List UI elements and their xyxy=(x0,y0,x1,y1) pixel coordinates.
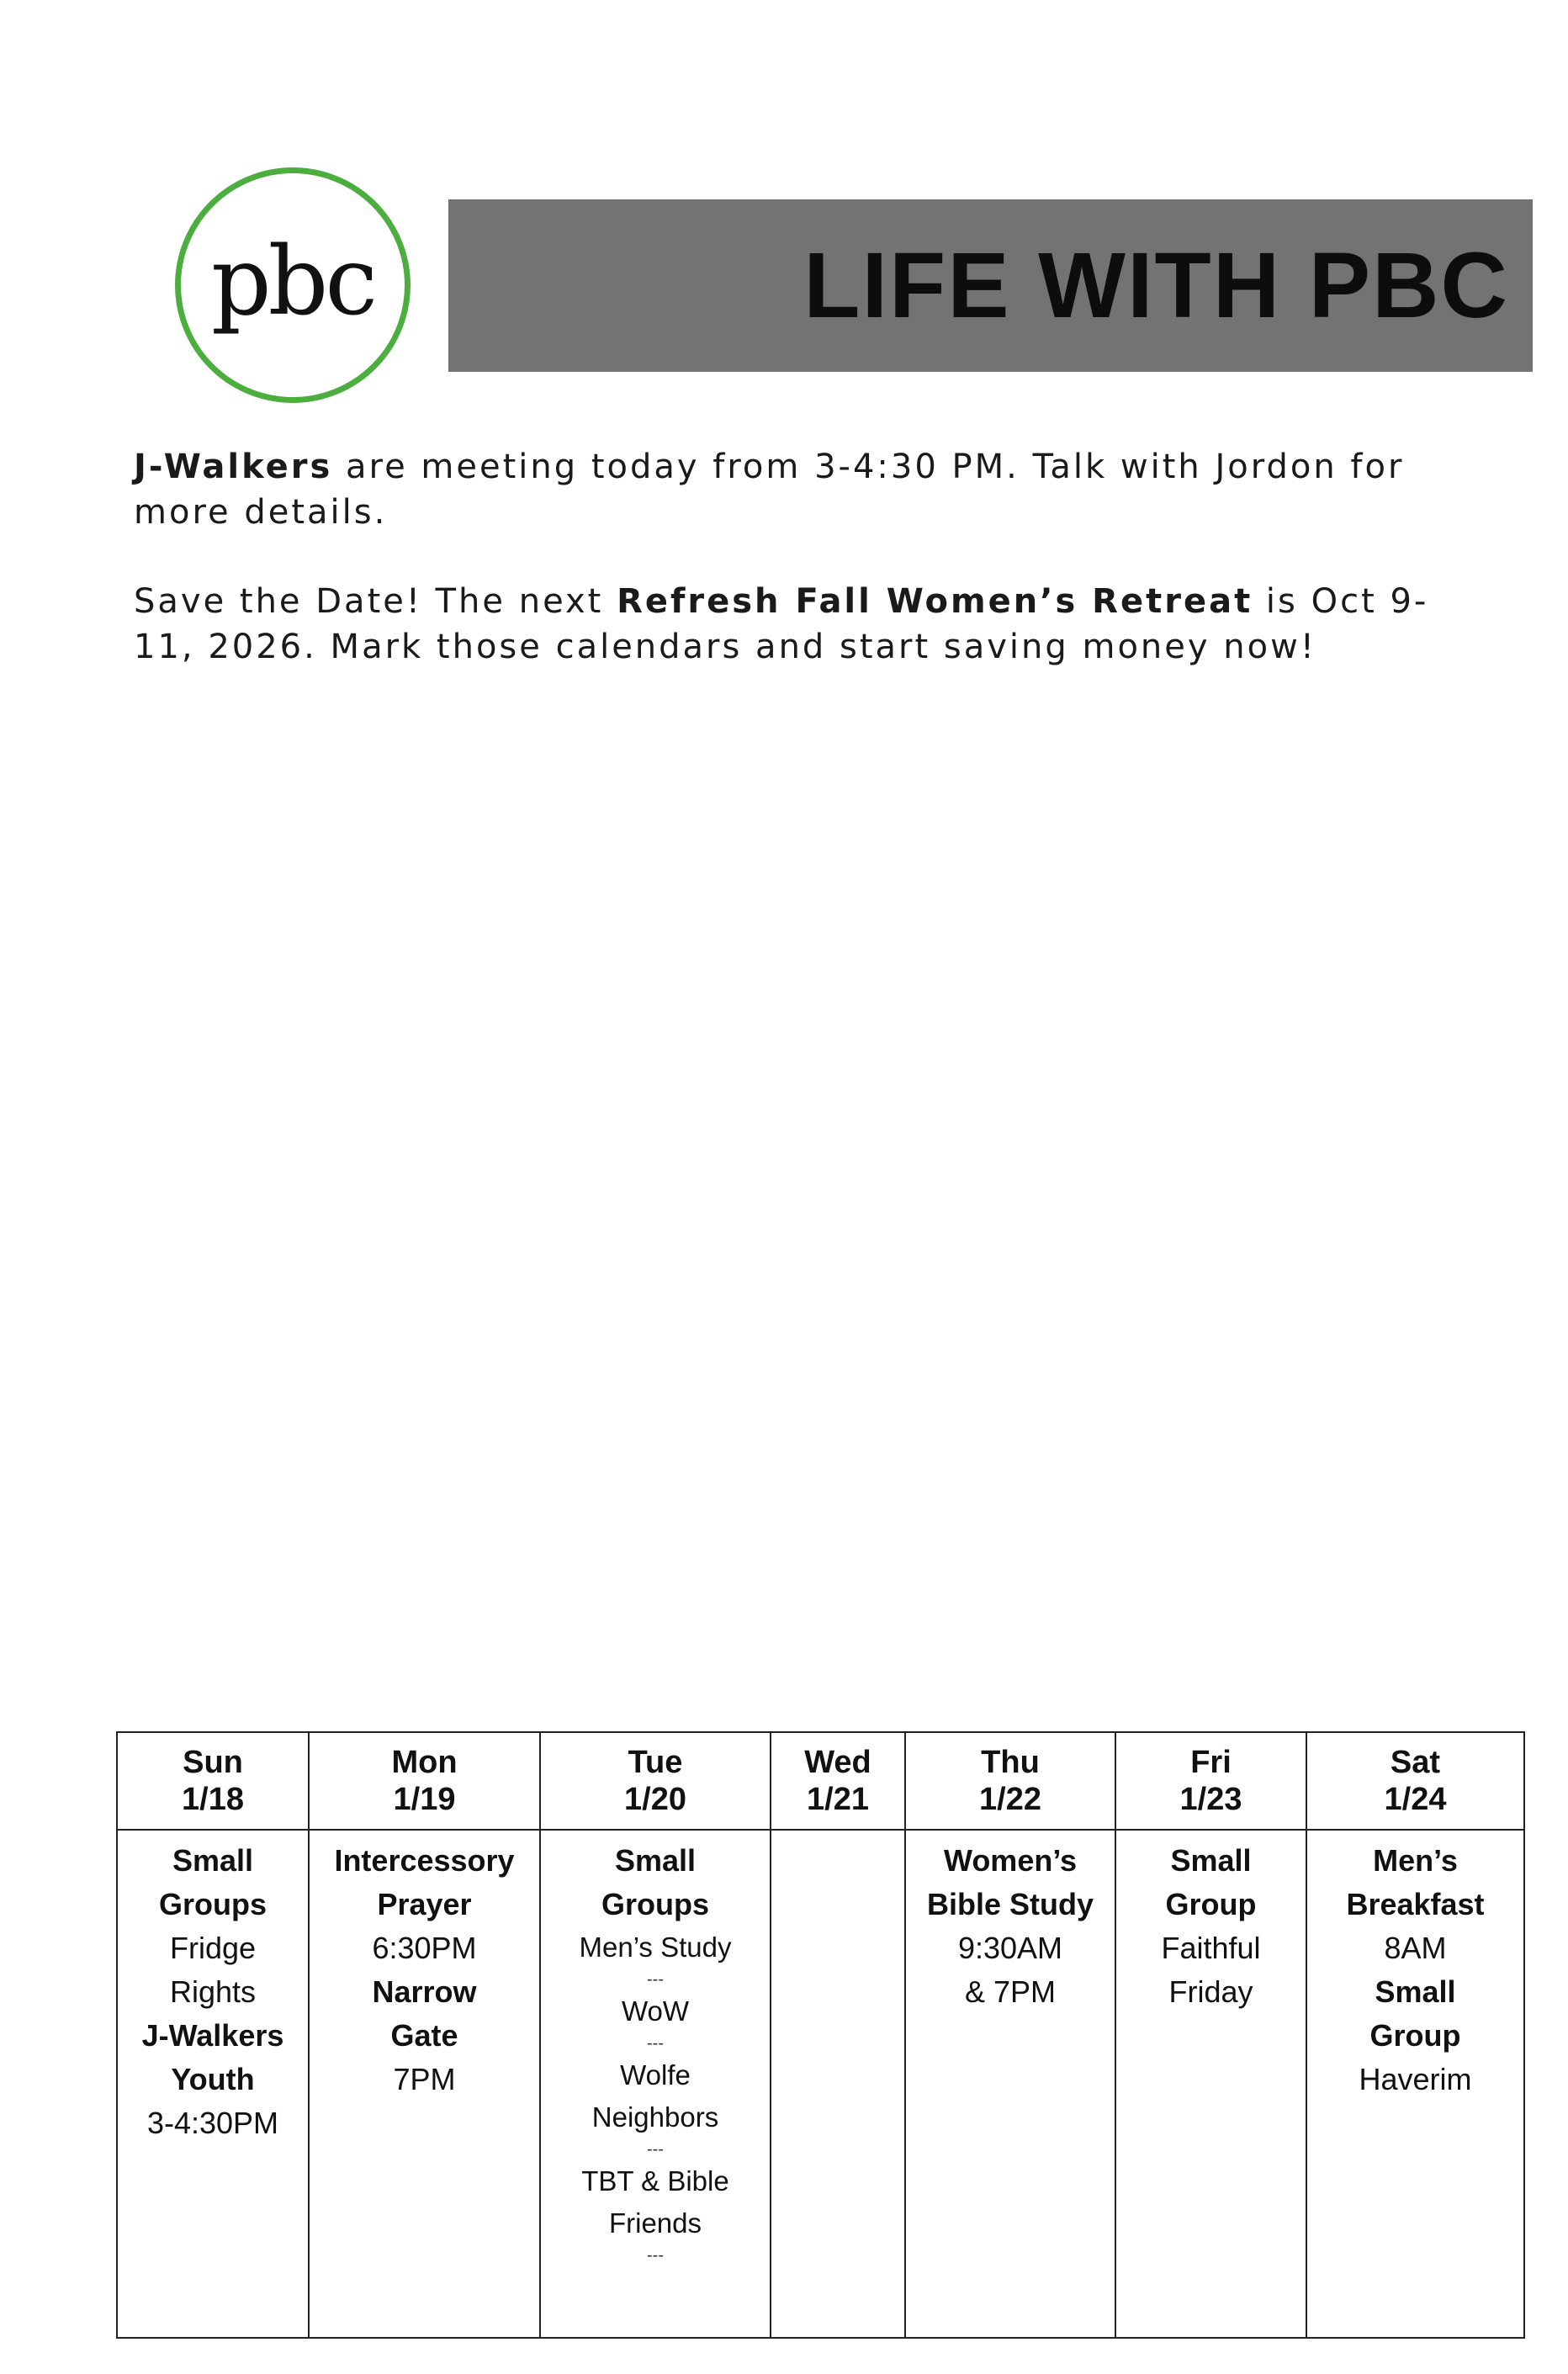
day-cell-mon: Intercessory Prayer 6:30PM Narrow Gate 7PM xyxy=(309,1830,540,2338)
day-cell-wed xyxy=(771,1830,905,2338)
retreat-announcement: Save the Date! The next Refresh Fall Women’s Retreat is Oct 9-11, 2026. Mark those calendars and start saving money now! xyxy=(134,582,1429,666)
day-cell-sat: Men’s Breakfast 8AM Small Group Haverim xyxy=(1306,1830,1524,2338)
weekly-calendar xyxy=(116,1731,1525,2339)
day-header-sat: Sat 1/24 xyxy=(1306,1732,1524,1830)
day-cell-thu: Women’s Bible Study 9:30AM & 7PM xyxy=(905,1830,1115,2338)
jwalkers-announcement: J-Walkers are meeting today from 3-4:30 PM. Talk with Jordon for more details. xyxy=(134,448,1405,532)
pbc-logo xyxy=(175,167,411,403)
day-cell-sun: Small Groups Fridge Rights J-Walkers Youth 3-4:30PM xyxy=(117,1830,309,2338)
day-header-wed: Wed 1/21 xyxy=(771,1732,905,1830)
header-bar xyxy=(448,199,1533,372)
logo-text: pbc xyxy=(210,227,375,336)
announcements xyxy=(134,444,1480,670)
day-cell-tue: Small Groups Men’s Study --- WoW --- Wolfe Neighbors --- TBT & Bible Friends --- xyxy=(540,1830,771,2338)
day-header-tue: Tue 1/20 xyxy=(540,1732,771,1830)
day-header-thu: Thu 1/22 xyxy=(905,1732,1115,1830)
day-header-fri: Fri 1/23 xyxy=(1115,1732,1306,1830)
page-title: LIFE WITH PBC xyxy=(803,234,1509,337)
calendar-header-row xyxy=(117,1732,1524,1830)
calendar-events-row xyxy=(117,1830,1524,2338)
day-header-mon: Mon 1/19 xyxy=(309,1732,540,1830)
day-header-sun: Sun 1/18 xyxy=(117,1732,309,1830)
day-cell-fri: Small Group Faithful Friday xyxy=(1115,1830,1306,2338)
